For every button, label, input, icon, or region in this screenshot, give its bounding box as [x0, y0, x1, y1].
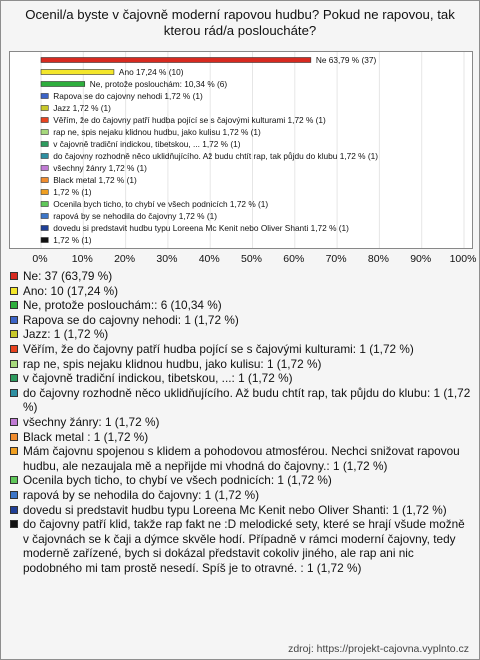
legend-item [7, 298, 473, 313]
bar [41, 70, 114, 75]
legend-label: Mám čajovnu spojenou s klidem a pohodovou atmosférou. Nechci snižovat rapovou hudbu, ale nezaujala mě a nepřijde mi vhodná do čajovny.: 1 (1,72 %) [23, 444, 460, 473]
legend-swatch [10, 389, 18, 397]
x-tick-label: 20% [114, 253, 136, 265]
legend-swatch [10, 287, 18, 295]
bar [41, 226, 48, 231]
bar-label: 1,72 % (1) [53, 187, 92, 197]
x-tick-label: 50% [240, 253, 263, 265]
legend-item [7, 342, 473, 357]
source-note: zdroj: https://projekt-cajovna.vyplnto.cz [288, 643, 469, 655]
bar [41, 190, 48, 195]
bar-label: Black metal 1,72 % (1) [53, 175, 137, 185]
legend-item [7, 327, 473, 342]
legend-item [7, 357, 473, 372]
x-tick-label: 30% [156, 253, 178, 265]
legend-swatch [10, 418, 18, 426]
x-tick-label: 80% [367, 253, 389, 265]
legend-swatch [10, 447, 18, 455]
legend-swatch [10, 476, 18, 484]
bar [41, 130, 48, 135]
legend-label: Ne: 37 (63,79 %) [23, 269, 113, 283]
legend-label: do čajovny rozhodně něco uklidňujícího. Až budu chtít rap, tak půjdu do klubu: 1 (1,72 %) [23, 385, 471, 415]
x-tick-label: 90% [410, 253, 432, 265]
bar-label: dovedu si predstavit hudbu typu Loreena Mc Kenit nebo Oliver Shanti 1,72 % (1) [53, 223, 349, 233]
legend-swatch [10, 330, 18, 338]
legend-label: Věřím, že do čajovny patří hudba pojící se s čajovými kulturami: 1 (1,72 %) [23, 341, 414, 356]
legend-item [7, 371, 473, 386]
legend-label: Ocenila bych ticho, to chybí ve všech podnicích: 1 (1,72 %) [23, 473, 332, 488]
bar-label: rapová by se nehodila do čajovny 1,72 % (1) [53, 211, 218, 221]
x-tick-label: 70% [325, 253, 347, 265]
legend-item [7, 473, 473, 488]
bar-label: Ocenila bych ticho, to chybí ve všech podnicích 1,72 % (1) [53, 199, 269, 209]
legend-swatch [10, 433, 18, 441]
legend-item [7, 503, 473, 518]
legend-item [7, 313, 473, 328]
legend-label: Black metal : 1 (1,72 %) [23, 429, 149, 444]
bar [41, 166, 48, 171]
legend-label: v čajovně tradiční indickou, tibetskou, ...: 1 (1,72 %) [23, 371, 293, 386]
legend-label: Jazz: 1 (1,72 %) [23, 327, 109, 342]
bar [41, 118, 48, 123]
legend-label: dovedu si predstavit hudbu typu Loreena Mc Kenit nebo Oliver Shanti: 1 (1,72 %) [23, 502, 447, 517]
bar-label: Věřím, že do čajovny patří hudba pojící se s čajovými kulturami 1,72 % (1) [53, 115, 326, 125]
bar-label: Rapova se do cajovny nehodi 1,72 % (1) [53, 91, 203, 101]
legend-swatch [10, 374, 18, 382]
bar [41, 106, 48, 111]
bar-label: Ne 63,79 % (37) [315, 55, 377, 65]
legend-swatch [10, 272, 18, 280]
legend-swatch [10, 345, 18, 353]
legend-swatch [10, 491, 18, 499]
legend-label: Ano: 10 (17,24 %) [23, 283, 119, 298]
x-tick-label: 40% [198, 253, 220, 265]
legend-item [7, 269, 473, 284]
x-tick-label: 10% [71, 253, 93, 265]
legend-item [7, 430, 473, 445]
bar [41, 178, 48, 183]
legend-item [7, 386, 473, 415]
chart-title: Ocenil/a byste v čajovně moderní rapovou hudbu? Pokud ne rapovou, tak kterou rád/a posloucháte? [25, 7, 455, 38]
bar-label: Ne, protože poslouchám: 10,34 % (6) [89, 79, 228, 89]
legend-label: do čajovny patří klid, takže rap fakt ne :D melodické sety, které se hrají všude možně v čajovnách se k čaji a dýmce skvěle hodí. Případně v rámci moderní čajovny, tedy moderně zařízené, bych si dokázal představit cokoliv jiného, ale rap ani nic podobného mi tam prostě nesedí. Spíš je to otravné. : 1 (1,72 %) [23, 517, 465, 575]
bar [41, 214, 48, 219]
legend-label: rap ne, spis nejaku klidnou hudbu, jako kulisu: 1 (1,72 %) [23, 356, 322, 371]
bar-label: v čajovně tradiční indickou, tibetskou, ... 1,72 % (1) [53, 139, 241, 149]
legend-swatch [10, 360, 18, 368]
bar [41, 82, 85, 87]
legend-item [7, 517, 473, 575]
bar-label: Jazz 1,72 % (1) [53, 103, 111, 113]
legend-item [7, 415, 473, 430]
x-axis [9, 251, 477, 267]
bar [41, 142, 48, 147]
legend-swatch [10, 316, 18, 324]
bar [41, 202, 48, 207]
legend-item [7, 284, 473, 299]
legend-swatch [10, 301, 18, 309]
bar-label: Ano 17,24 % (10) [118, 67, 184, 77]
legend-label: Rapova se do cajovny nehodi: 1 (1,72 %) [23, 312, 239, 327]
bar [41, 58, 311, 63]
legend-swatch [10, 506, 18, 514]
bar [41, 94, 48, 99]
legend-label: rapová by se nehodila do čajovny: 1 (1,72 %) [23, 487, 260, 502]
legend-swatch [10, 520, 18, 528]
legend-label: Ne, protože poslouchám:: 6 (10,34 %) [23, 298, 222, 313]
bar [41, 238, 48, 243]
bar-label: 1,72 % (1) [53, 235, 92, 245]
x-tick-label: 100% [449, 253, 477, 265]
legend-item [7, 444, 473, 473]
bar-label: rap ne, spis nejaku klidnou hudbu, jako kulisu 1,72 % (1) [53, 127, 261, 137]
bar-chart-svg [10, 52, 472, 248]
legend-label: všechny žánry: 1 (1,72 %) [23, 414, 160, 429]
legend [7, 269, 473, 575]
legend-item [7, 488, 473, 503]
x-tick-label: 0% [32, 253, 48, 265]
x-axis-svg [9, 251, 477, 267]
x-tick-label: 60% [283, 253, 305, 265]
bar [41, 154, 48, 159]
bar-label: všechny žánry 1,72 % (1) [53, 163, 147, 173]
plot-area [9, 51, 473, 249]
bar-label: do čajovny rozhodně něco uklidňujícího. Až budu chtít rap, tak půjdu do klubu 1,72 % (1) [53, 151, 378, 161]
